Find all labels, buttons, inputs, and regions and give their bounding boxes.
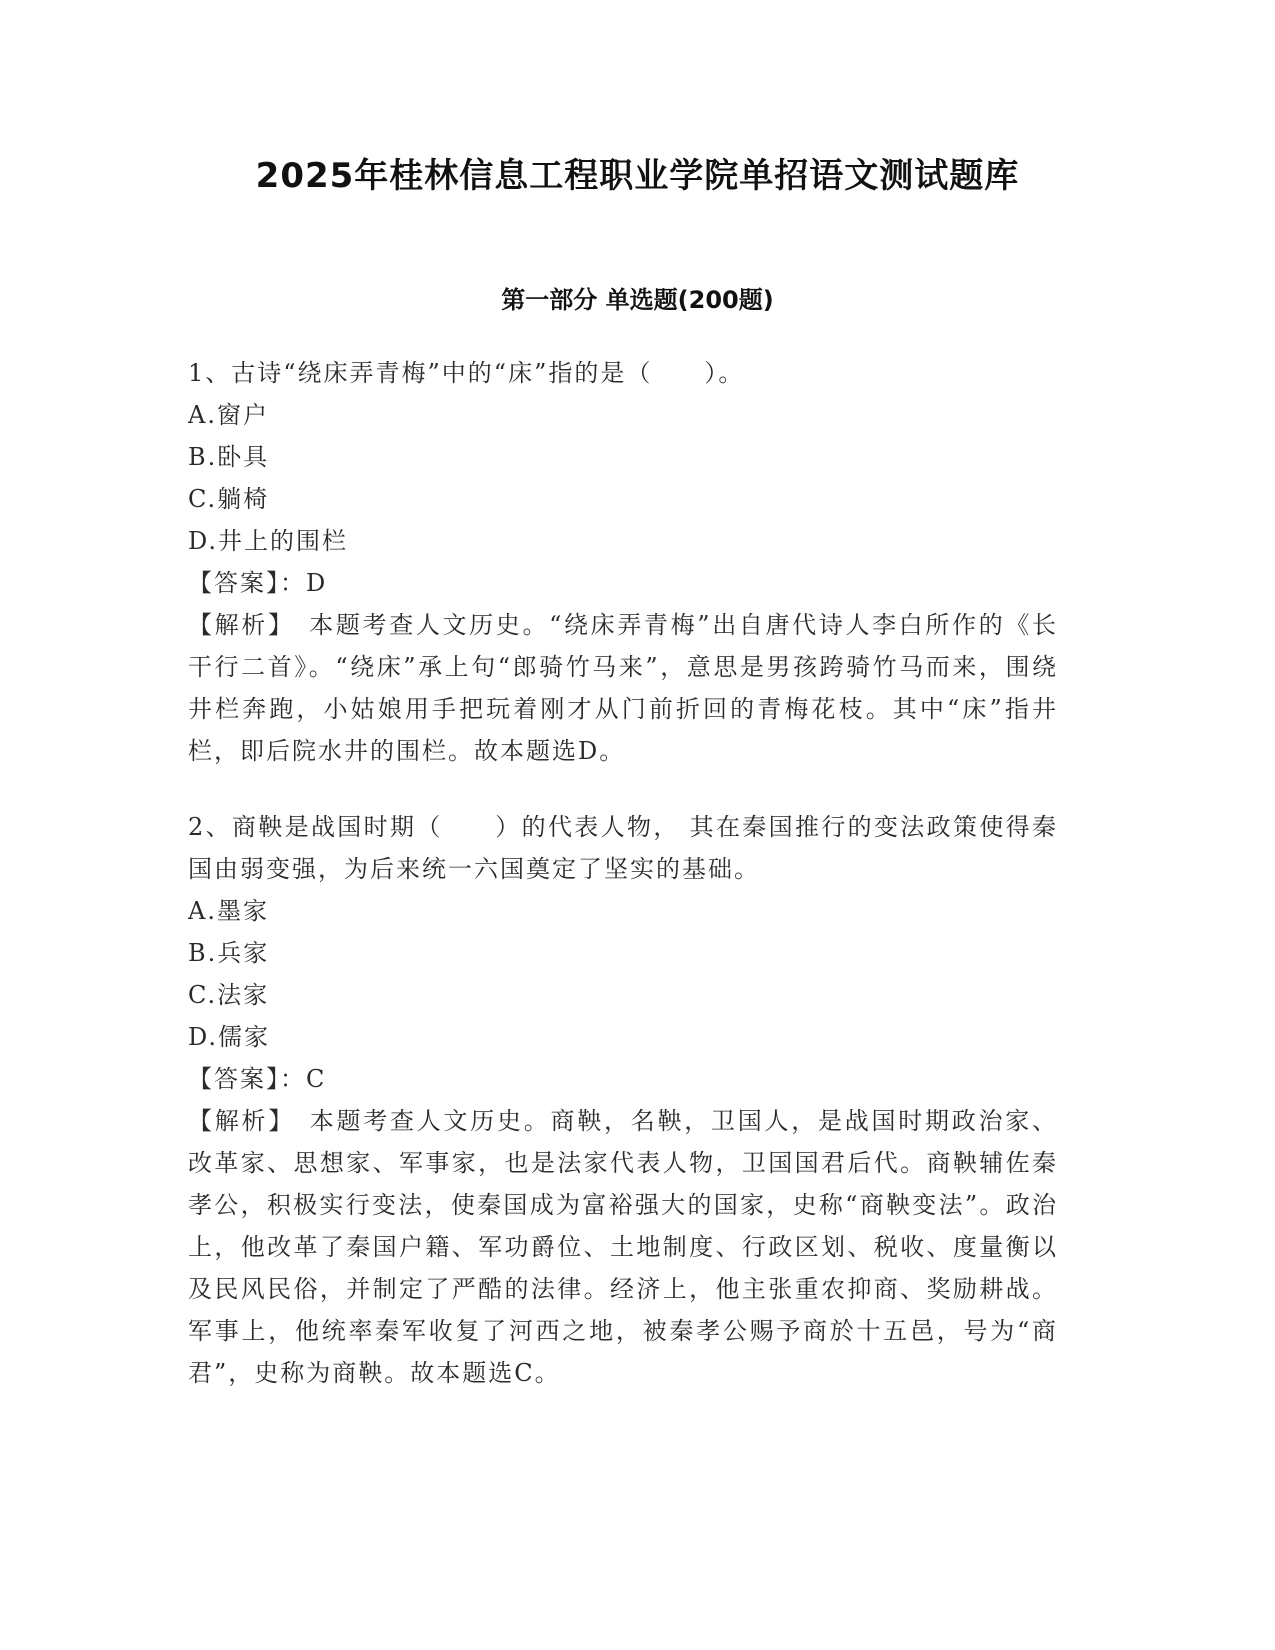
option-a: A.墨家	[188, 897, 269, 925]
document-title: 2025年桂林信息工程职业学院单招语文测试题库	[255, 156, 1020, 196]
question-stem: 2、商鞅是战国时期（ ）的代表人物， 其在秦国推行的变法政策使得秦国由弱变强，为后来统一六国奠定了坚实的基础。	[188, 813, 1058, 883]
option-b: B.兵家	[188, 939, 270, 967]
option-d: D.井上的围栏	[188, 527, 349, 555]
option-d: D.儒家	[188, 1023, 271, 1051]
question-2	[188, 806, 1058, 1394]
answer: 【答案】：D	[188, 569, 328, 597]
analysis: 【解析】 本题考查人文历史。“绕床弄青梅”出自唐代诗人李白所作的《长干行二首》。“绕床”承上句“郎骑竹马来”，意思是男孩跨骑竹马而来，围绕井栏奔跑，小姑娘用手把玩着刚才从门前折回的青梅花枝。其中“床”指井栏，即后院水井的围栏。故本题选D。	[188, 611, 1058, 765]
option-c: C.法家	[188, 981, 270, 1009]
option-b: B.卧具	[188, 443, 270, 471]
section-title: 第一部分 单选题(200题)	[501, 286, 774, 314]
option-a: A.窗户	[188, 401, 269, 429]
question-1	[188, 352, 1058, 772]
answer: 【答案】：C	[188, 1065, 327, 1093]
question-stem: 1、古诗“绕床弄青梅”中的“床”指的是（ ）。	[188, 359, 745, 387]
option-c: C.躺椅	[188, 485, 270, 513]
analysis: 【解析】 本题考查人文历史。商鞅，名鞅，卫国人，是战国时期政治家、改革家、思想家、军事家，也是法家代表人物，卫国国君后代。商鞅辅佐秦孝公，积极实行变法，使秦国成为富裕强大的国家，史称“商鞅变法”。政治上，他改革了秦国户籍、军功爵位、土地制度、行政区划、税收、度量衡以及民风民俗，并制定了严酷的法律。经济上，他主张重农抑商、奖励耕战。军事上，他统率秦军收复了河西之地，被秦孝公赐予商於十五邑，号为“商君”，史称为商鞅。故本题选C。	[188, 1107, 1058, 1387]
